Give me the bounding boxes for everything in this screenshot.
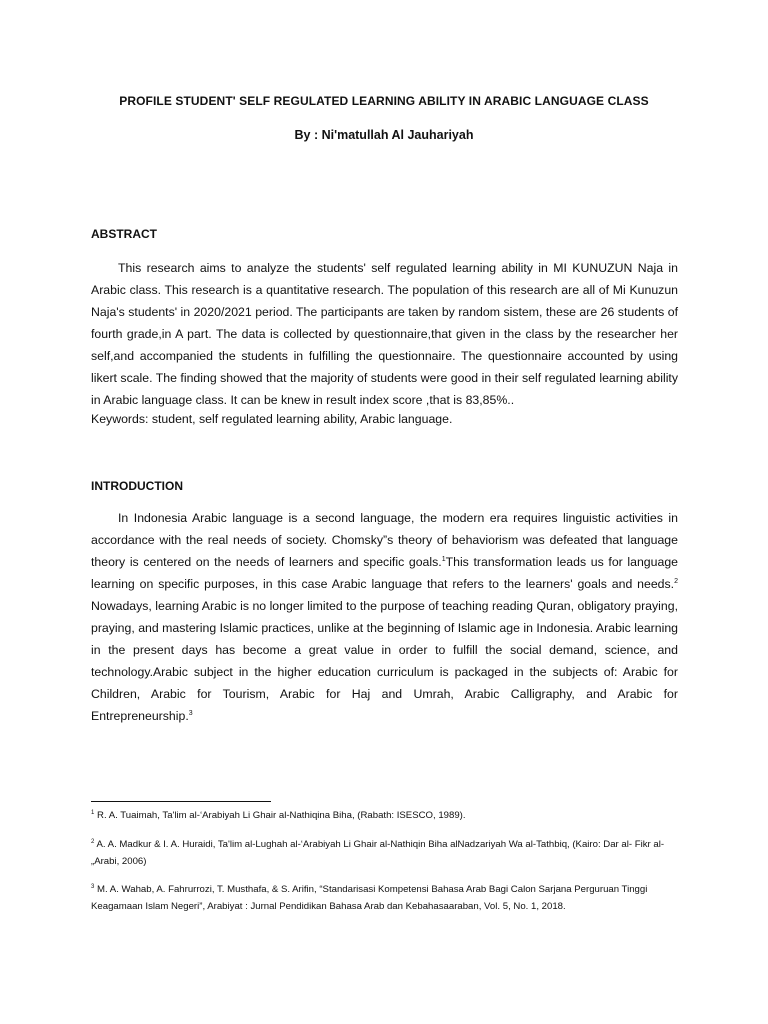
author-line: By : Ni'matullah Al Jauhariyah <box>294 128 474 142</box>
footnote-separator <box>91 801 271 802</box>
intro-text-part-3: Nowadays, learning Arabic is no longer limited to the purpose of teaching reading Quran, obligatory praying, praying, and mastering Islamic practices, unlike at the beginning of Islamic age in Indonesia. Arabic learning in the present days has become a great value in order to fulfill the social demand, science, and technology.Arabic subject in the higher education curriculum is packaged in the subjects of: Arabic for Children, Arabic for Tourism, Arabic for Haj and Umrah, Arabic Calligraphy, and Arabic for Entrepreneurship. <box>91 599 678 723</box>
introduction-paragraph <box>91 507 678 727</box>
keywords-line: Keywords: student, self regulated learning ability, Arabic language. <box>91 412 453 426</box>
introduction-heading: INTRODUCTION <box>91 479 183 493</box>
paper-title: PROFILE STUDENT' SELF REGULATED LEARNING ABILITY IN ARABIC LANGUAGE CLASS <box>119 94 649 108</box>
footnote-number-3: 3 <box>91 883 95 890</box>
footnote-number-1: 1 <box>91 809 95 816</box>
footnote-3 <box>91 881 678 915</box>
abstract-heading: ABSTRACT <box>91 227 157 241</box>
footnote-ref-3[interactable]: 3 <box>188 709 193 717</box>
footnote-2 <box>91 836 678 870</box>
footnote-ref-2[interactable]: 2 <box>674 577 678 585</box>
footnote-text-3: M. A. Wahab, A. Fahrurrozi, T. Musthafa, & S. Arifin, “Standarisasi Kompetensi Bahasa Arab Bagi Calon Sarjana Perguruan Tinggi Keagamaan Islam Negeri”, Arabiyat : Jurnal Pendidikan Bahasa Arab dan Kebahasaaraban, Vol. 5, No. 1, 2018. <box>91 884 648 912</box>
intro-text-part-2: This transformation leads us for language learning on specific purposes, in this case Arabic language that refers to the learners' goals and needs. <box>91 555 678 591</box>
footnote-ref-1[interactable]: 1 <box>441 555 446 563</box>
intro-text-part-1: In Indonesia Arabic language is a second language, the modern era requires linguistic activities in accordance with the real needs of society. Chomsky”s theory of behaviorism was defeated that language theory is centered on the needs of learners and specific goals. <box>91 511 678 569</box>
footnote-text-2: A. A. Madkur & I. A. Huraidi, Ta'lim al-Lughah al-‘Arabiyah Li Ghair al-Nathiqin Biha alNadzariyah Wa al-Tathbiq, (Kairo: Dar al- Fikr al-„Arabi, 2006) <box>91 839 665 867</box>
abstract-paragraph: This research aims to analyze the students' self regulated learning ability in MI KUNUZUN Naja in Arabic class. This research is a quantitative research. The population of this research are all of Mi Kunuzun Naja's students' in 2020/2021 period. The participants are taken by random sistem, these are 26 students of fourth grade,in A part. The data is collected by questionnaire,that given in the class by the researcher her self,and accompanied the students in fulfilling the questionnaire. The questionnaire accounted by using likert scale. The finding showed that the majority of students were good in their self regulated learning ability in Arabic language class. It can be knew in result index score ,that is 83,85%.. <box>91 261 678 407</box>
footnote-1 <box>91 807 678 824</box>
footnote-number-2: 2 <box>91 838 95 845</box>
footnote-text-1: R. A. Tuaimah, Ta'lim al-‘Arabiyah Li Ghair al-Nathiqina Biha, (Rabath: ISESCO, 1989). <box>94 810 466 821</box>
